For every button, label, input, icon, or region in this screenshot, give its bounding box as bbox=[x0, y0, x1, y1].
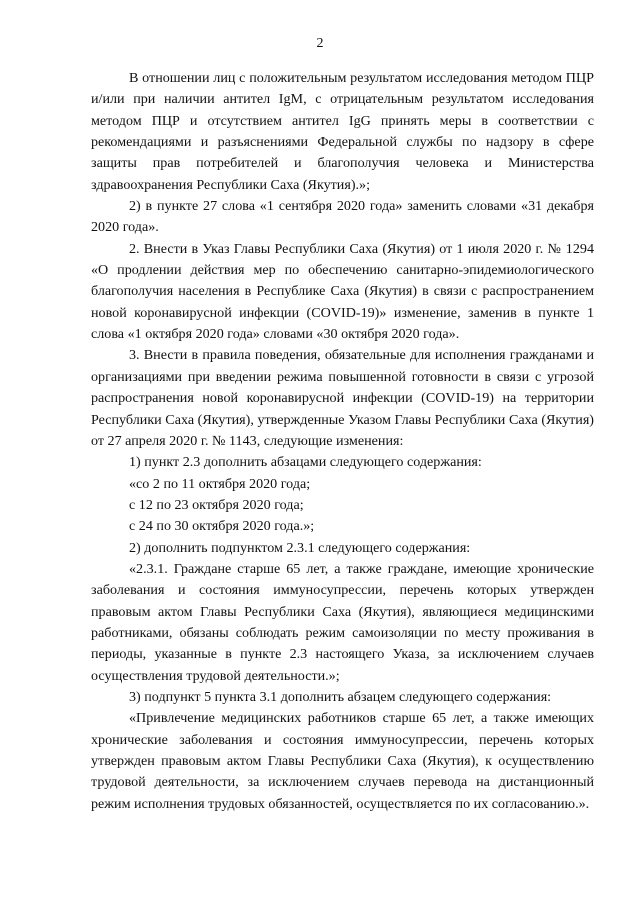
paragraph-section-2-decree-1294: 2. Внести в Указ Главы Республики Саха (Якутия) от 1 июля 2020 г. № 1294 «О продлении действия мер по обеспечению санитарно-эпидемиологического благополучия населения в Республике Саха (Якутия) в связи с распространением новой коронавирусной инфекции (COVID-19)» изменение, заменив в пункте 1 слова «1 октября 2020 года» словами «30 октября 2020 года». bbox=[91, 240, 594, 343]
paragraph-period-2: с 12 по 23 октября 2020 года; bbox=[129, 496, 304, 513]
document-body bbox=[91, 68, 594, 815]
paragraph-item-3-subpoint-5: 3) подпункт 5 пункта 3.1 дополнить абзацем следующего содержания: bbox=[129, 688, 552, 705]
page-number: 2 bbox=[316, 36, 324, 51]
paragraph-item-2-deadline: 2) в пункте 27 слова «1 сентября 2020 года» заменить словами «31 декабря 2020 года». bbox=[91, 198, 594, 236]
paragraph-lab-results: В отношении лиц с положительным результатом исследования методом ПЦР и/или при наличии антител IgM, с отрицательным результатом исследования методом ПЦР и отсутствием антител IgG принять меры в соответствии с рекомендациями и разъяснениями Федеральной службы по надзору в сфере защиты прав потребителей и благополучия человека и Министерства здравоохранения Республики Саха (Якутия).»; bbox=[91, 70, 594, 193]
paragraph-item-1-2-3: 1) пункт 2.3 дополнить абзацами следующего содержания: bbox=[129, 454, 482, 471]
paragraph-item-2-subpoint-2-3-1: 2) дополнить подпунктом 2.3.1 следующего содержания: bbox=[129, 539, 471, 556]
paragraph-subpoint-2-3-1-text: «2.3.1. Граждане старше 65 лет, а также граждане, имеющие хронические заболевания и состояния иммуносупрессии, перечень которых утвержден правовым актом Главы Республики Саха (Якутия), являющиеся медицинскими работниками, обязаны соблюдать режим самоизоляции по месту проживания в периоды, указанные в пункте 2.3 настоящего Указа, за исключением случаев осуществления трудовой деятельности.»; bbox=[91, 560, 594, 684]
paragraph-section-3-rules: 3. Внести в правила поведения, обязательные для исполнения гражданами и организациями при введении режима повышенной готовности в связи с угрозой распространения новой коронавирусной инфекции (COVID-19) на территории Республики Саха (Якутия), утвержденные Указом Главы Республики Саха (Якутия) от 27 апреля 2020 г. № 1143, следующие изменения: bbox=[91, 347, 594, 449]
paragraph-medical-workers-text: «Привлечение медицинских работников старше 65 лет, а также имеющих хронические заболевания и состояния иммуносупрессии, перечень которых утвержден правовым актом Главы Республики Саха (Якутия), к осуществлению трудовой деятельности, за исключением случаев перевода на дистанционный режим исполнения трудовых обязанностей, осуществляется по их согласованию.». bbox=[91, 710, 594, 812]
paragraph-period-1: «со 2 по 11 октября 2020 года; bbox=[129, 475, 311, 492]
paragraph-period-3: с 24 по 30 октября 2020 года.»; bbox=[129, 518, 315, 535]
